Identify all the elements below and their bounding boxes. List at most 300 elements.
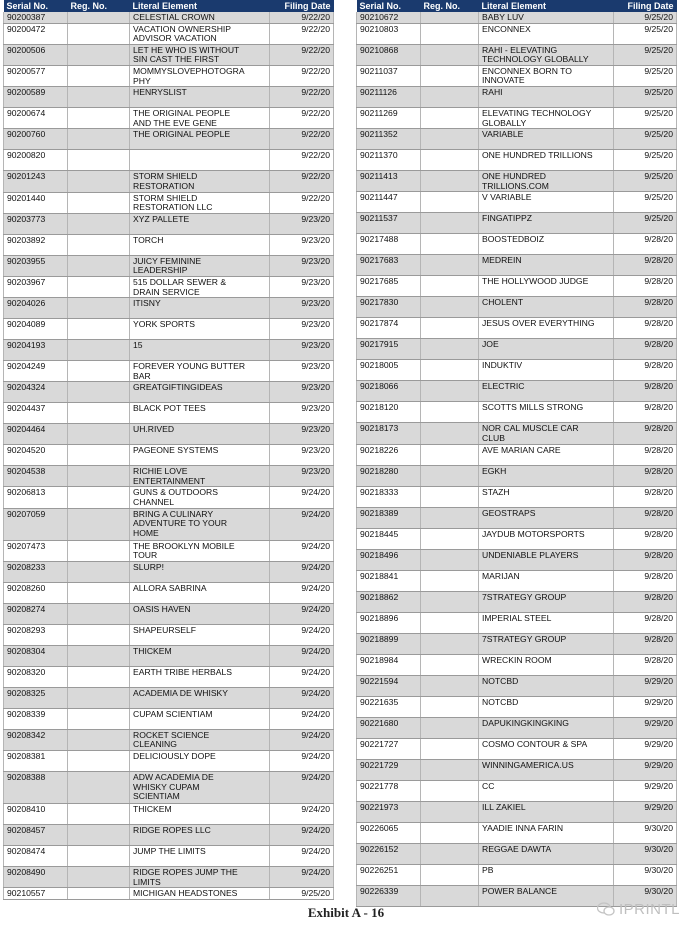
header-filing-date: Filing Date: [270, 0, 334, 12]
serial-no-cell: 90208320: [4, 666, 68, 687]
serial-no-cell: 90200674: [4, 108, 68, 129]
filing-date-cell: 9/28/20: [614, 528, 677, 549]
serial-no-cell: 90203892: [4, 234, 68, 255]
table-row: [357, 759, 677, 780]
filing-date-cell: 9/24/20: [270, 729, 334, 750]
literal-element-cell: BOOSTEDBOIZ: [479, 234, 614, 255]
reg-no-cell: [68, 561, 130, 582]
table-row: [357, 150, 677, 171]
reg-no-cell: [68, 445, 130, 466]
reg-no-cell: [68, 708, 130, 729]
literal-element-cell: UNDENIABLE PLAYERS: [479, 549, 614, 570]
reg-no-cell: [68, 804, 130, 825]
table-row: [357, 843, 677, 864]
filing-date-cell: 9/22/20: [270, 44, 334, 65]
filing-date-cell: 9/23/20: [270, 298, 334, 319]
reg-no-cell: [68, 846, 130, 867]
filing-date-cell: 9/23/20: [270, 319, 334, 340]
serial-no-cell: 90200472: [4, 23, 68, 44]
filing-date-cell: 9/25/20: [614, 12, 677, 23]
literal-element-cell: CELESTIAL CROWN: [130, 12, 270, 23]
table-row: [4, 846, 334, 867]
literal-element-cell: GEOSTRAPS: [479, 507, 614, 528]
literal-element-cell: UH.RIVED: [130, 424, 270, 445]
reg-no-cell: [68, 825, 130, 846]
table-row: [357, 486, 677, 507]
serial-no-cell: 90208325: [4, 687, 68, 708]
filing-date-cell: 9/25/20: [614, 171, 677, 192]
filing-date-cell: 9/30/20: [614, 864, 677, 885]
filing-date-cell: 9/28/20: [614, 360, 677, 381]
serial-no-cell: 90218173: [357, 423, 421, 444]
table-row: [4, 382, 334, 403]
literal-element-cell: STORM SHIELD RESTORATION LLC: [130, 192, 270, 213]
table-row: [357, 675, 677, 696]
table-row: [4, 645, 334, 666]
filing-date-cell: 9/28/20: [614, 633, 677, 654]
table-row: [357, 276, 677, 297]
filing-date-cell: 9/29/20: [614, 696, 677, 717]
filing-date-cell: 9/24/20: [270, 772, 334, 804]
literal-element-cell: RAHI - ELEVATING TECHNOLOGY GLOBALLY: [479, 44, 614, 65]
serial-no-cell: 90221680: [357, 717, 421, 738]
filing-date-cell: 9/24/20: [270, 687, 334, 708]
filing-date-cell: 9/29/20: [614, 759, 677, 780]
literal-element-cell: COSMO CONTOUR & SPA: [479, 738, 614, 759]
table-row: [357, 864, 677, 885]
literal-element-cell: ONE HUNDRED TRILLIONS.COM: [479, 171, 614, 192]
table-row: [4, 298, 334, 319]
serial-no-cell: 90217488: [357, 234, 421, 255]
serial-no-cell: 90204193: [4, 340, 68, 361]
literal-element-cell: PB: [479, 864, 614, 885]
table-row: [4, 403, 334, 424]
literal-element-cell: JOE: [479, 339, 614, 360]
filing-date-cell: 9/30/20: [614, 822, 677, 843]
header-reg-no: Reg. No.: [421, 0, 479, 12]
serial-no-cell: 90206813: [4, 487, 68, 508]
serial-no-cell: 90208274: [4, 603, 68, 624]
table-row: [4, 772, 334, 804]
literal-element-cell: ILL ZAKIEL: [479, 801, 614, 822]
filing-date-cell: 9/28/20: [614, 612, 677, 633]
filing-date-cell: 9/28/20: [614, 486, 677, 507]
serial-no-cell: 90201243: [4, 171, 68, 192]
reg-no-cell: [68, 687, 130, 708]
serial-no-cell: 90218862: [357, 591, 421, 612]
reg-no-cell: [421, 381, 479, 402]
table-row: [357, 507, 677, 528]
literal-element-cell: CUPAM SCIENTIAM: [130, 708, 270, 729]
literal-element-cell: VACATION OWNERSHIP ADVISOR VACATION: [130, 23, 270, 44]
filing-date-cell: 9/22/20: [270, 192, 334, 213]
table-row: [357, 234, 677, 255]
table-row: [4, 234, 334, 255]
table-row: [4, 561, 334, 582]
literal-element-cell: GUNS & OUTDOORS CHANNEL: [130, 487, 270, 508]
literal-element-cell: GREATGIFTINGIDEAS: [130, 382, 270, 403]
filing-date-cell: 9/29/20: [614, 717, 677, 738]
serial-no-cell: 90208293: [4, 624, 68, 645]
literal-element-cell: BABY LUV: [479, 12, 614, 23]
reg-no-cell: [68, 12, 130, 23]
reg-no-cell: [68, 466, 130, 487]
table-row: [4, 445, 334, 466]
reg-no-cell: [68, 276, 130, 297]
table-row: [357, 44, 677, 65]
serial-no-cell: 90217830: [357, 297, 421, 318]
table-row: [4, 825, 334, 846]
reg-no-cell: [68, 44, 130, 65]
filing-date-cell: 9/22/20: [270, 108, 334, 129]
serial-no-cell: 90218280: [357, 465, 421, 486]
reg-no-cell: [68, 298, 130, 319]
table-row: [357, 822, 677, 843]
table-row: [4, 804, 334, 825]
reg-no-cell: [68, 603, 130, 624]
filing-date-cell: 9/28/20: [614, 318, 677, 339]
literal-element-cell: 15: [130, 340, 270, 361]
filing-date-cell: 9/25/20: [614, 65, 677, 86]
watermark: [597, 901, 680, 918]
reg-no-cell: [68, 424, 130, 445]
table-row: [4, 582, 334, 603]
serial-no-cell: 90204089: [4, 319, 68, 340]
table-row: [357, 465, 677, 486]
filing-date-cell: 9/23/20: [270, 234, 334, 255]
reg-no-cell: [421, 591, 479, 612]
filing-date-cell: 9/24/20: [270, 508, 334, 540]
table-row: [4, 276, 334, 297]
serial-no-cell: 90208490: [4, 867, 68, 888]
reg-no-cell: [421, 23, 479, 44]
serial-no-cell: 90226152: [357, 843, 421, 864]
reg-no-cell: [421, 486, 479, 507]
table-row: [357, 633, 677, 654]
literal-element-cell: MARIJAN: [479, 570, 614, 591]
literal-element-cell: EGKH: [479, 465, 614, 486]
serial-no-cell: 90217683: [357, 255, 421, 276]
filing-date-cell: 9/28/20: [614, 465, 677, 486]
filing-date-cell: 9/25/20: [614, 44, 677, 65]
filing-date-cell: 9/28/20: [614, 381, 677, 402]
literal-element-cell: RAHI: [479, 86, 614, 107]
table-row: [357, 591, 677, 612]
filing-date-cell: 9/28/20: [614, 423, 677, 444]
reg-no-cell: [68, 213, 130, 234]
literal-element-cell: MEDREIN: [479, 255, 614, 276]
literal-element-cell: RIDGE ROPES LLC: [130, 825, 270, 846]
reg-no-cell: [421, 843, 479, 864]
reg-no-cell: [68, 382, 130, 403]
serial-no-cell: 90221727: [357, 738, 421, 759]
serial-no-cell: 90201440: [4, 192, 68, 213]
literal-element-cell: CC: [479, 780, 614, 801]
serial-no-cell: 90204026: [4, 298, 68, 319]
serial-no-cell: 90226251: [357, 864, 421, 885]
filing-date-cell: 9/22/20: [270, 87, 334, 108]
serial-no-cell: 90211447: [357, 192, 421, 213]
literal-element-cell: FINGATIPPZ: [479, 213, 614, 234]
literal-element-cell: PAGEONE SYSTEMS: [130, 445, 270, 466]
serial-no-cell: 90218066: [357, 381, 421, 402]
serial-no-cell: 90208381: [4, 751, 68, 772]
serial-no-cell: 90203955: [4, 255, 68, 276]
table-row: [357, 339, 677, 360]
serial-no-cell: 90211269: [357, 107, 421, 128]
serial-no-cell: 90218899: [357, 633, 421, 654]
literal-element-cell: FOREVER YOUNG BUTTER BAR: [130, 361, 270, 382]
header-literal-element: Literal Element: [479, 0, 614, 12]
filing-date-cell: 9/28/20: [614, 276, 677, 297]
serial-no-cell: 90221635: [357, 696, 421, 717]
reg-no-cell: [68, 729, 130, 750]
reg-no-cell: [421, 822, 479, 843]
filing-date-cell: 9/22/20: [270, 12, 334, 23]
reg-no-cell: [421, 696, 479, 717]
reg-no-cell: [68, 582, 130, 603]
table-row: [357, 360, 677, 381]
reg-no-cell: [421, 444, 479, 465]
filing-date-cell: 9/23/20: [270, 466, 334, 487]
filing-date-cell: 9/25/20: [614, 107, 677, 128]
reg-no-cell: [421, 129, 479, 150]
serial-no-cell: 90217685: [357, 276, 421, 297]
serial-no-cell: 90200506: [4, 44, 68, 65]
literal-element-cell: WRECKIN ROOM: [479, 654, 614, 675]
filing-date-cell: 9/22/20: [270, 23, 334, 44]
table-row: [357, 717, 677, 738]
literal-element-cell: RIDGE ROPES JUMP THE LIMITS: [130, 867, 270, 888]
table-row: [4, 487, 334, 508]
literal-element-cell: JESUS OVER EVERYTHING: [479, 318, 614, 339]
reg-no-cell: [68, 508, 130, 540]
literal-element-cell: ENCONNEX BORN TO INNOVATE: [479, 65, 614, 86]
table-row: [4, 729, 334, 750]
reg-no-cell: [68, 772, 130, 804]
literal-element-cell: DAPUKINGKINGKING: [479, 717, 614, 738]
reg-no-cell: [421, 717, 479, 738]
serial-no-cell: 90207473: [4, 540, 68, 561]
reg-no-cell: [68, 666, 130, 687]
filing-date-cell: 9/23/20: [270, 213, 334, 234]
filing-date-cell: 9/30/20: [614, 885, 677, 906]
serial-no-cell: 90200589: [4, 87, 68, 108]
table-row: [357, 780, 677, 801]
literal-element-cell: THE ORIGINAL PEOPLE AND THE EVE GENE: [130, 108, 270, 129]
filing-date-cell: 9/22/20: [270, 150, 334, 171]
table-row: [357, 213, 677, 234]
literal-element-cell: THE BROOKLYN MOBILE TOUR: [130, 540, 270, 561]
reg-no-cell: [68, 403, 130, 424]
filing-date-cell: 9/28/20: [614, 402, 677, 423]
literal-element-cell: 515 DOLLAR SEWER & DRAIN SERVICE: [130, 276, 270, 297]
serial-no-cell: 90218333: [357, 486, 421, 507]
reg-no-cell: [421, 612, 479, 633]
header-serial-no: Serial No.: [357, 0, 421, 12]
table-row: [4, 319, 334, 340]
reg-no-cell: [421, 801, 479, 822]
serial-no-cell: 90218226: [357, 444, 421, 465]
reg-no-cell: [421, 423, 479, 444]
filing-date-cell: 9/29/20: [614, 675, 677, 696]
serial-no-cell: 90204249: [4, 361, 68, 382]
serial-no-cell: 90226065: [357, 822, 421, 843]
reg-no-cell: [421, 318, 479, 339]
filing-date-cell: 9/25/20: [614, 86, 677, 107]
table-header-row: [357, 0, 677, 12]
reg-no-cell: [68, 234, 130, 255]
reg-no-cell: [421, 276, 479, 297]
literal-element-cell: ROCKET SCIENCE CLEANING: [130, 729, 270, 750]
literal-element-cell: JAYDUB MOTORSPORTS: [479, 528, 614, 549]
table-row: [357, 423, 677, 444]
table-row: [357, 549, 677, 570]
reg-no-cell: [68, 150, 130, 171]
table-row: [4, 23, 334, 44]
filing-date-cell: 9/25/20: [614, 192, 677, 213]
reg-no-cell: [68, 540, 130, 561]
serial-no-cell: 90218896: [357, 612, 421, 633]
literal-element-cell: XYZ PALLETE: [130, 213, 270, 234]
filing-date-cell: 9/28/20: [614, 444, 677, 465]
filing-date-cell: 9/28/20: [614, 255, 677, 276]
literal-element-cell: MICHIGAN HEADSTONES: [130, 888, 270, 900]
filing-date-cell: 9/24/20: [270, 666, 334, 687]
filing-date-cell: 9/28/20: [614, 234, 677, 255]
filing-date-cell: 9/22/20: [270, 171, 334, 192]
literal-element-cell: IMPERIAL STEEL: [479, 612, 614, 633]
filing-date-cell: 9/29/20: [614, 738, 677, 759]
literal-element-cell: DELICIOUSLY DOPE: [130, 751, 270, 772]
table-row: [4, 44, 334, 65]
reg-no-cell: [421, 507, 479, 528]
reg-no-cell: [421, 86, 479, 107]
serial-no-cell: 90200820: [4, 150, 68, 171]
table-row: [4, 340, 334, 361]
serial-no-cell: 90210803: [357, 23, 421, 44]
serial-no-cell: 90208233: [4, 561, 68, 582]
serial-no-cell: 90226339: [357, 885, 421, 906]
filing-date-cell: 9/23/20: [270, 255, 334, 276]
literal-element-cell: ELECTRIC: [479, 381, 614, 402]
reg-no-cell: [421, 654, 479, 675]
reg-no-cell: [421, 192, 479, 213]
table-row: [4, 192, 334, 213]
literal-element-cell: AVE MARIAN CARE: [479, 444, 614, 465]
serial-no-cell: 90204520: [4, 445, 68, 466]
filing-date-cell: 9/30/20: [614, 843, 677, 864]
serial-no-cell: 90207059: [4, 508, 68, 540]
serial-no-cell: 90211413: [357, 171, 421, 192]
serial-no-cell: 90218984: [357, 654, 421, 675]
filing-date-cell: 9/28/20: [614, 591, 677, 612]
literal-element-cell: ACADEMIA DE WHISKY: [130, 687, 270, 708]
filing-date-cell: 9/23/20: [270, 361, 334, 382]
reg-no-cell: [68, 23, 130, 44]
table-row: [4, 624, 334, 645]
literal-element-cell: ADW ACADEMIA DE WHISKY CUPAM SCIENTIAM: [130, 772, 270, 804]
serial-no-cell: 90200577: [4, 65, 68, 86]
reg-no-cell: [421, 528, 479, 549]
table-row: [4, 888, 334, 900]
reg-no-cell: [68, 888, 130, 900]
table-row: [357, 65, 677, 86]
serial-no-cell: 90208342: [4, 729, 68, 750]
literal-element-cell: STAZH: [479, 486, 614, 507]
filing-date-cell: 9/25/20: [614, 213, 677, 234]
serial-no-cell: 90218389: [357, 507, 421, 528]
table-row: [357, 171, 677, 192]
literal-element-cell: RICHIE LOVE ENTERTAINMENT: [130, 466, 270, 487]
filing-date-cell: 9/24/20: [270, 825, 334, 846]
serial-no-cell: 90204538: [4, 466, 68, 487]
table-row: [4, 540, 334, 561]
serial-no-cell: 90218841: [357, 570, 421, 591]
serial-no-cell: 90208410: [4, 804, 68, 825]
table-row: [357, 192, 677, 213]
literal-element-cell: 7STRATEGY GROUP: [479, 591, 614, 612]
literal-element-cell: VARIABLE: [479, 129, 614, 150]
literal-element-cell: ENCONNEX: [479, 23, 614, 44]
table-row: [4, 466, 334, 487]
serial-no-cell: 90204324: [4, 382, 68, 403]
watermark-text: IPRINTL: [618, 901, 680, 918]
filing-date-cell: 9/24/20: [270, 645, 334, 666]
serial-no-cell: 90208474: [4, 846, 68, 867]
serial-no-cell: 90204464: [4, 424, 68, 445]
reg-no-cell: [421, 234, 479, 255]
serial-no-cell: 90217915: [357, 339, 421, 360]
table-row: [357, 402, 677, 423]
literal-element-cell: NOTCBD: [479, 675, 614, 696]
table-row: [4, 129, 334, 150]
table-row: [4, 171, 334, 192]
filing-date-cell: 9/25/20: [614, 150, 677, 171]
table-row: [4, 687, 334, 708]
filing-date-cell: 9/28/20: [614, 549, 677, 570]
serial-no-cell: 90218496: [357, 549, 421, 570]
filing-date-cell: 9/25/20: [614, 23, 677, 44]
literal-element-cell: THICKEM: [130, 645, 270, 666]
chat-bubble-icon: [597, 902, 615, 917]
table-row: [4, 603, 334, 624]
serial-no-cell: 90211352: [357, 129, 421, 150]
literal-element-cell: EARTH TRIBE HERBALS: [130, 666, 270, 687]
filing-date-cell: 9/22/20: [270, 65, 334, 86]
reg-no-cell: [68, 65, 130, 86]
filing-date-cell: 9/24/20: [270, 751, 334, 772]
serial-no-cell: 90218445: [357, 528, 421, 549]
filing-date-cell: 9/23/20: [270, 403, 334, 424]
reg-no-cell: [421, 12, 479, 23]
serial-no-cell: 90211370: [357, 150, 421, 171]
literal-element-cell: THICKEM: [130, 804, 270, 825]
reg-no-cell: [68, 751, 130, 772]
filing-date-cell: 9/29/20: [614, 780, 677, 801]
filing-date-cell: 9/24/20: [270, 804, 334, 825]
literal-element-cell: YORK SPORTS: [130, 319, 270, 340]
table-row: [4, 255, 334, 276]
header-reg-no: Reg. No.: [68, 0, 130, 12]
reg-no-cell: [421, 759, 479, 780]
table-row: [357, 255, 677, 276]
serial-no-cell: 90211537: [357, 213, 421, 234]
table-row: [357, 570, 677, 591]
reg-no-cell: [421, 107, 479, 128]
literal-element-cell: ONE HUNDRED TRILLIONS: [479, 150, 614, 171]
literal-element-cell: SHAPEURSELF: [130, 624, 270, 645]
